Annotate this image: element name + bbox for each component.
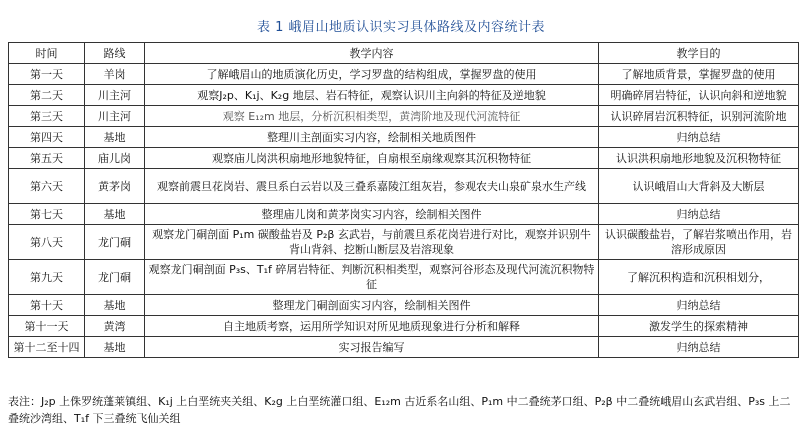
- table-row: [9, 316, 799, 337]
- header-route: 路线: [85, 43, 145, 64]
- cell-route: 川主河: [85, 85, 145, 106]
- cell-day: 第三天: [9, 106, 85, 127]
- table-row: [9, 295, 799, 316]
- cell-content: 整理庙儿岗和黄茅岗实习内容，绘制相关图件: [145, 204, 599, 225]
- cell-route: 庙儿岗: [85, 148, 145, 169]
- table-row: [9, 225, 799, 260]
- cell-route: 龙门硐: [85, 225, 145, 260]
- cell-content: 观察 E₁₂m 地层，分析沉积相类型，黄湾阶地及现代河流特征: [145, 106, 599, 127]
- cell-goal: 激发学生的探索精神: [599, 316, 799, 337]
- cell-day: 第七天: [9, 204, 85, 225]
- cell-day: 第十天: [9, 295, 85, 316]
- cell-day: 第十一天: [9, 316, 85, 337]
- cell-goal: 归纳总结: [599, 204, 799, 225]
- cell-route: 龙门硐: [85, 260, 145, 295]
- route-content-table: [8, 42, 799, 358]
- cell-day: 第九天: [9, 260, 85, 295]
- header-content: 教学内容: [145, 43, 599, 64]
- cell-route: 黄茅岗: [85, 169, 145, 204]
- header-time: 时间: [9, 43, 85, 64]
- cell-content: 了解峨眉山的地质演化历史，学习罗盘的结构组成，掌握罗盘的使用: [145, 64, 599, 85]
- cell-content: 整理川主剖面实习内容，绘制相关地质图件: [145, 127, 599, 148]
- cell-route: 羊岗: [85, 64, 145, 85]
- cell-goal: 归纳总结: [599, 295, 799, 316]
- table-header-row: [9, 43, 799, 64]
- cell-goal: 了解沉积构造和沉积相划分，: [599, 260, 799, 295]
- cell-day: 第八天: [9, 225, 85, 260]
- cell-route: 基地: [85, 127, 145, 148]
- cell-goal: 认识峨眉山大背斜及大断层: [599, 169, 799, 204]
- cell-route: 川主河: [85, 106, 145, 127]
- table-row: [9, 169, 799, 204]
- table-row: [9, 127, 799, 148]
- cell-goal: 归纳总结: [599, 337, 799, 358]
- cell-content: 观察龙门硐剖面 P₃s、T₁f 碎屑岩特征、判断沉积相类型，观察河谷形态及现代河流沉积物特征: [145, 260, 599, 295]
- table-row: [9, 204, 799, 225]
- cell-goal: 认识碎屑岩沉积特征，识别河流阶地: [599, 106, 799, 127]
- cell-goal: 认识洪积扇地形地貌及沉积物特征: [599, 148, 799, 169]
- table-row: [9, 64, 799, 85]
- table-row: [9, 260, 799, 295]
- cell-content: 观察龙门硐剖面 P₁m 碳酸盐岩及 P₂β 玄武岩，与前震旦系花岗岩进行对比，观察并识别牛背山背斜、挖断山断层及岩溶现象: [145, 225, 599, 260]
- cell-day: 第六天: [9, 169, 85, 204]
- cell-route: 黄湾: [85, 316, 145, 337]
- cell-content: 观察前震旦花岗岩、震旦系白云岩以及三叠系嘉陵江组灰岩，参观农夫山泉矿泉水生产线: [145, 169, 599, 204]
- cell-goal: 归纳总结: [599, 127, 799, 148]
- table-footnote: 表注：J₂p 上侏罗统蓬莱镇组、K₁j 上白垩统夹关组、K₂g 上白垩统灌口组、E₁₂m 古近系名山组、P₁m 中二叠统茅口组、P₂β 中二叠统峨眉山玄武岩组、P₃s 上二叠统沙湾组、T₁f 下三叠统飞仙关组: [8, 395, 791, 425]
- cell-goal: 了解地质背景，掌握罗盘的使用: [599, 64, 799, 85]
- cell-route: 基地: [85, 295, 145, 316]
- cell-content: 自主地质考察，运用所学知识对所见地质现象进行分析和解释: [145, 316, 599, 337]
- cell-day: 第五天: [9, 148, 85, 169]
- table-row: [9, 148, 799, 169]
- cell-content: 观察庙儿岗洪积扇地形地貌特征，自扇根至扇缘观察其沉积物特征: [145, 148, 599, 169]
- cell-content: 实习报告编写: [145, 337, 599, 358]
- cell-day: 第十二至十四: [9, 337, 85, 358]
- cell-day: 第二天: [9, 85, 85, 106]
- cell-goal: 认识碳酸盐岩，了解岩浆喷出作用，岩溶形成原因: [599, 225, 799, 260]
- table-row: [9, 337, 799, 358]
- table-row: [9, 106, 799, 127]
- cell-goal: 明确碎屑岩特征，认识向斜和逆地貌: [599, 85, 799, 106]
- cell-content: 观察J₂p、K₁j、K₂g 地层、岩石特征，观察认识川主向斜的特征及逆地貌: [145, 85, 599, 106]
- header-goal: 教学目的: [599, 43, 799, 64]
- table-title: 表 1 峨眉山地质认识实习具体路线及内容统计表: [256, 20, 546, 35]
- cell-day: 第四天: [9, 127, 85, 148]
- table-row: [9, 85, 799, 106]
- cell-route: 基地: [85, 337, 145, 358]
- cell-route: 基地: [85, 204, 145, 225]
- cell-day: 第一天: [9, 64, 85, 85]
- cell-content: 整理龙门硐剖面实习内容，绘制相关图件: [145, 295, 599, 316]
